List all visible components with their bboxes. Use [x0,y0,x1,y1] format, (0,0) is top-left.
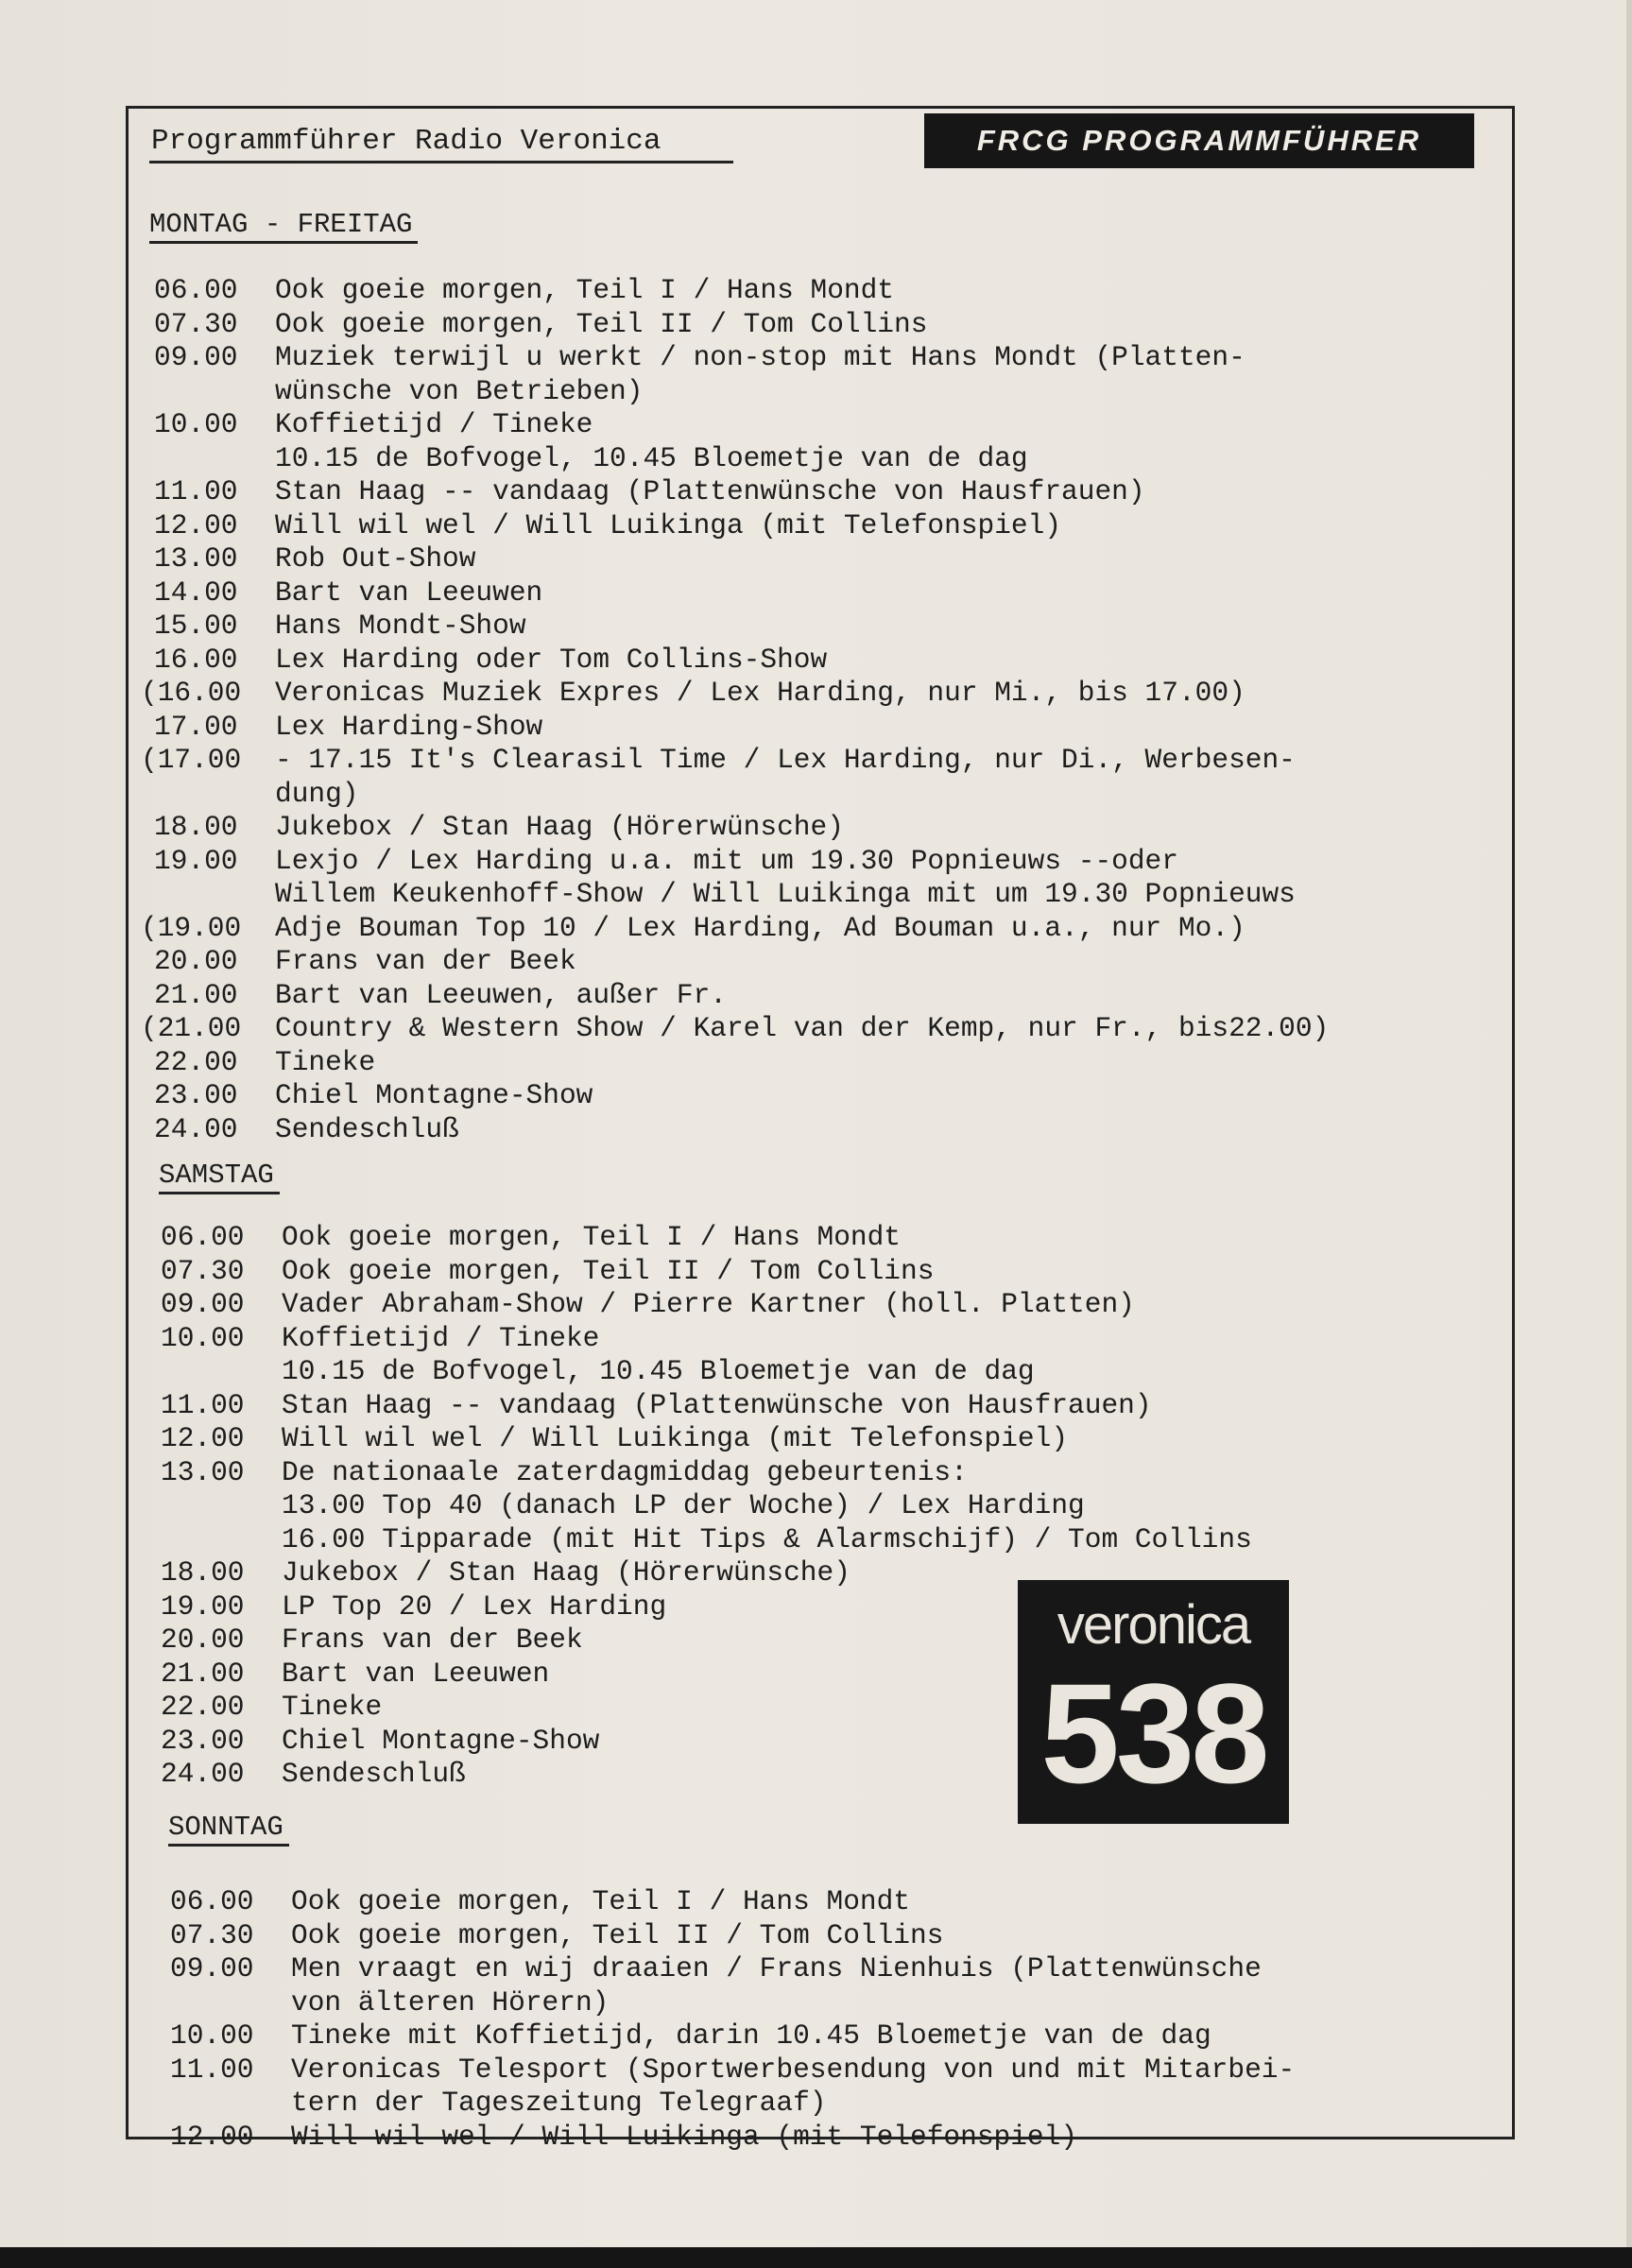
scan-border [0,2247,1632,2268]
entry-text: Tineke [275,1045,376,1078]
entry-time: 21.00 [154,978,238,1011]
schedule-entry [141,677,1329,711]
section-heading-sunday: SONNTAG [168,1812,283,1843]
entry-continuation: 10.15 de Bofvogel, 10.45 Bloemetje van de dag [275,441,1028,474]
entry-text: Jukebox / Stan Haag (Hörerwünsche) [275,811,844,843]
entry-text: LP Top 20 / Lex Harding [282,1589,667,1623]
entry-text: Frans van der Beek [282,1624,583,1656]
schedule-entry [170,1885,1295,1919]
logo-wordmark: veronica [1057,1594,1250,1656]
schedule-entry [161,1288,1252,1322]
entry-text: Lex Harding-Show [275,710,543,743]
entry-continuation: wünsche von Betrieben) [275,374,644,407]
sunday-schedule [170,1885,1295,2154]
entry-time: 24.00 [161,1758,245,1790]
schedule-entry [170,2019,1295,2053]
entry-text: Lexjo / Lex Harding u.a. mit um 19.30 Popnieuws --oder [275,844,1178,877]
entry-text: Adje Bouman Top 10 / Lex Harding, Ad Bouman u.a., nur Mo.) [275,911,1245,944]
entry-text: Will wil wel / Will Luikinga (mit Telefonspiel) [275,508,1062,541]
entry-time: (17.00 [141,744,242,776]
schedule-entry [154,408,1329,442]
entry-time: 10.00 [170,2019,254,2052]
entry-text: Ook goeie morgen, Teil II / Tom Collins [282,1254,935,1287]
entry-text: Jukebox / Stan Haag (Hörerwünsche) [282,1556,850,1589]
schedule-entry [154,542,1329,576]
entry-time: 10.00 [161,1321,245,1354]
entry-time: 07.30 [154,307,238,340]
schedule-entry [154,308,1329,342]
entry-time: (19.00 [141,911,242,944]
schedule-entry [161,1389,1252,1423]
entry-text: Stan Haag -- vandaag (Plattenwünsche von Hausfrauen) [282,1388,1152,1421]
schedule-entry [154,509,1329,543]
entry-text: Koffietijd / Tineke [275,408,593,440]
entry-text: Muziek terwijl u werkt / non-stop mit Hans Mondt (Platten- [275,341,1245,373]
schedule-entry [161,1255,1252,1289]
schedule-entry [154,945,1329,979]
entry-time: 10.00 [154,408,238,440]
entry-time: 19.00 [161,1589,245,1623]
entry-text: Vader Abraham-Show / Pierre Kartner (holl. Platten) [282,1288,1135,1320]
schedule-entry [154,644,1329,678]
entry-time: 06.00 [170,1885,254,1917]
entry-time: 11.00 [170,2053,254,2086]
entry-time: 12.00 [170,2120,254,2153]
entry-text: Ook goeie morgen, Teil I / Hans Mondt [275,274,895,306]
weekday-schedule [141,274,1330,1146]
entry-time: (16.00 [141,677,242,709]
schedule-entry [170,2121,1295,2155]
entry-text: Country & Western Show / Karel van der Kemp, nur Fr., bis22.00) [275,1012,1330,1044]
schedule-entry [154,610,1329,644]
entry-text: Will wil wel / Will Luikinga (mit Telefonspiel) [282,1422,1069,1454]
schedule-entry [154,979,1329,1013]
title-underline [149,161,733,163]
entry-continuation: 10.15 de Bofvogel, 10.45 Bloemetje van de dag [282,1355,1035,1387]
entry-continuation: 16.00 Tipparade (mit Hit Tips & Alarmschijf) / Tom Collins [282,1522,1252,1555]
entry-time: 07.30 [170,1918,254,1951]
veronica-538-logo [1018,1580,1289,1824]
schedule-entry [170,1952,1295,1986]
entry-text: Stan Haag -- vandaag (Plattenwünsche von Hausfrauen) [275,475,1145,507]
entry-text: Bart van Leeuwen, außer Fr. [275,978,727,1011]
entry-time: 11.00 [161,1388,245,1421]
schedule-entry [161,1422,1252,1456]
schedule-entry [154,845,1329,879]
section-heading-saturday: SAMSTAG [159,1160,274,1191]
entry-time: 12.00 [154,508,238,541]
section-heading-weekday: MONTAG - FREITAG [149,209,413,240]
entry-text: Ook goeie morgen, Teil II / Tom Collins [291,1918,944,1951]
entry-time: 18.00 [161,1556,245,1589]
entry-time: 06.00 [161,1221,245,1253]
entry-time: (21.00 [141,1012,242,1044]
entry-continuation: von älteren Hörern) [291,1985,610,2019]
entry-text: Ook goeie morgen, Teil I / Hans Mondt [291,1885,911,1917]
entry-time: 19.00 [154,844,238,877]
entry-continuation: Willem Keukenhoff-Show / Will Luikinga mit um 19.30 Popnieuws [275,878,1296,910]
entry-text: Veronicas Muziek Expres / Lex Harding, nur Mi., bis 17.00) [275,677,1245,709]
schedule-entry [141,744,1329,778]
entry-text: Frans van der Beek [275,945,576,977]
schedule-entry [154,1046,1329,1080]
schedule-entry [154,811,1329,845]
page-edge [1626,0,1632,2268]
entry-text: Bart van Leeuwen [282,1657,550,1690]
entry-text: Sendeschluß [282,1758,466,1790]
entry-continuation: tern der Tageszeitung Telegraaf) [291,2087,827,2119]
entry-time: 07.30 [161,1254,245,1287]
entry-text: Men vraagt en wij draaien / Frans Nienhuis (Plattenwünsche [291,1952,1262,1984]
entry-text: Will wil wel / Will Luikinga (mit Telefonspiel) [291,2120,1078,2153]
schedule-entry [170,2053,1295,2088]
entry-time: 13.00 [161,1455,245,1488]
entry-time: 22.00 [161,1691,245,1723]
entry-text: Sendeschluß [275,1112,459,1145]
entry-time: 23.00 [154,1079,238,1111]
entry-text: De nationaale zaterdagmiddag gebeurtenis: [282,1455,968,1488]
entry-time: 16.00 [154,643,238,676]
schedule-entry [154,341,1329,375]
entry-text: Ook goeie morgen, Teil II / Tom Collins [275,307,928,340]
entry-text: Ook goeie morgen, Teil I / Hans Mondt [282,1221,902,1253]
schedule-entry [170,1919,1295,1953]
entry-text: Chiel Montagne-Show [275,1079,593,1111]
schedule-entry [161,1456,1252,1490]
logo-number: 538 [1040,1654,1266,1813]
schedule-entry [161,1221,1252,1255]
entry-text: - 17.15 It's Clearasil Time / Lex Harding, nur Di., Werbesen- [275,744,1296,776]
entry-time: 11.00 [154,475,238,507]
schedule-entry [161,1322,1252,1356]
entry-time: 23.00 [161,1724,245,1757]
entry-text: Bart van Leeuwen [275,576,543,609]
entry-time: 17.00 [154,710,238,743]
entry-time: 09.00 [154,341,238,373]
entry-text: Veronicas Telesport (Sportwerbesendung von und mit Mitarbei- [291,2053,1296,2086]
entry-time: 20.00 [154,945,238,977]
entry-text: Tineke [282,1691,383,1723]
entry-text: Chiel Montagne-Show [282,1724,600,1757]
schedule-entry [141,911,1329,946]
entry-time: 21.00 [161,1657,245,1690]
schedule-entry [154,576,1329,610]
entry-time: 13.00 [154,542,238,575]
entry-time: 12.00 [161,1422,245,1454]
entry-text: Rob Out-Show [275,542,476,575]
schedule-entry [154,1079,1329,1113]
entry-continuation: dung) [275,777,359,810]
entry-time: 09.00 [170,1952,254,1984]
schedule-entry [141,1012,1330,1046]
entry-time: 24.00 [154,1112,238,1145]
header-banner: FRCG PROGRAMMFÜHRER [924,113,1474,168]
entry-time: 14.00 [154,576,238,609]
entry-time: 20.00 [161,1624,245,1656]
schedule-entry [154,711,1329,745]
entry-text: Tineke mit Koffietijd, darin 10.45 Bloemetje van de dag [291,2019,1211,2052]
schedule-entry [154,1113,1329,1147]
entry-continuation: 13.00 Top 40 (danach LP der Woche) / Lex Harding [282,1489,1085,1521]
entry-text: Hans Mondt-Show [275,610,526,642]
entry-text: Koffietijd / Tineke [282,1321,600,1354]
entry-time: 09.00 [161,1288,245,1320]
entry-text: Lex Harding oder Tom Collins-Show [275,643,828,676]
entry-time: 18.00 [154,811,238,843]
entry-time: 15.00 [154,610,238,642]
page-title: Programmführer Radio Veronica [151,125,661,158]
entry-time: 22.00 [154,1045,238,1078]
schedule-entry [154,274,1329,308]
schedule-entry [154,475,1329,509]
entry-time: 06.00 [154,274,238,306]
